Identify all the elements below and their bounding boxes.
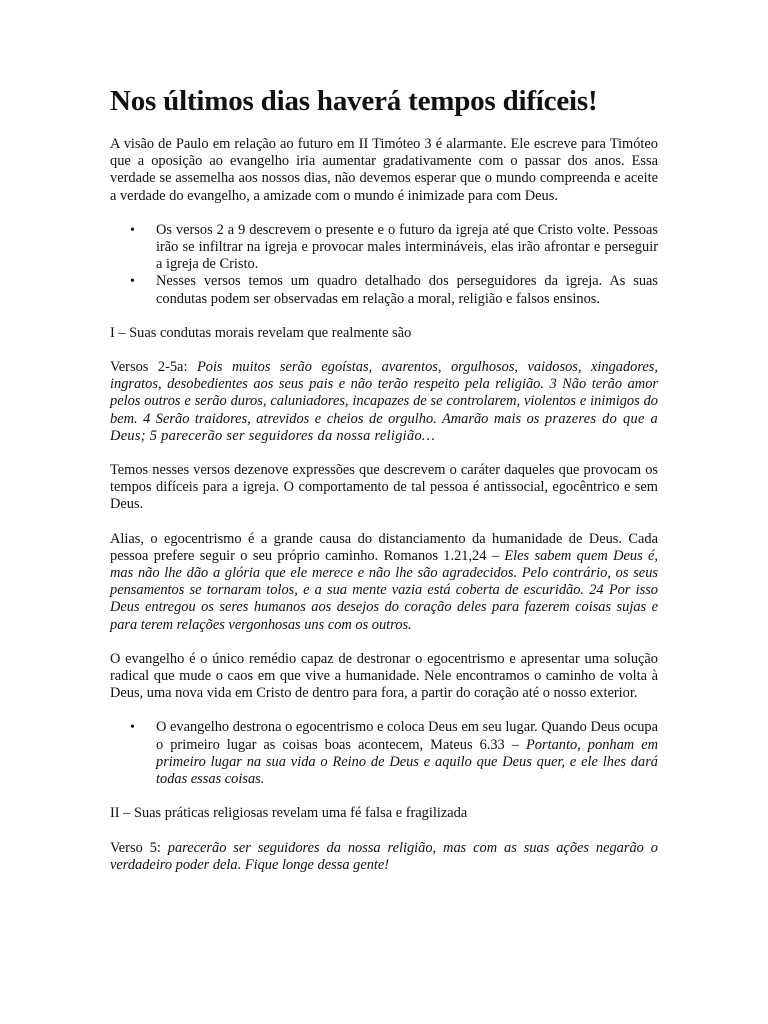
- list-item-text: O evangelho destrona o egocentrismo e coloca Deus em seu lugar. Quando Deus ocupa o primeiro lugar as coisas boas acontecem, Mateus 6.33 –: [156, 719, 658, 753]
- verse-text: parecerão ser seguidores da nossa religião, mas com as suas ações negarão o verdadeiro poder dela. Fique longe dessa gente!: [110, 839, 658, 873]
- section-heading-2: II – Suas práticas religiosas revelam uma fé falsa e fragilizada: [110, 805, 468, 822]
- paragraph-characters: Temos nesses versos dezenove expressões que descrevem o caráter daqueles que provocam os tempos difíceis para a igreja. O comportamento de tal pessoa é antissocial, egocêntrico e sem Deus.: [110, 462, 658, 513]
- list-item: [110, 222, 658, 274]
- list-item: [110, 719, 658, 788]
- paragraph-egocentrism: [110, 531, 658, 634]
- verse-label: Versos 2-5a:: [110, 359, 197, 376]
- scripture-quote: Eles sabem quem Deus é, mas não lhe dão a glória que ele merece e não lhe são agradecidos. Pelo contrário, os seus pensamentos se tornaram tolos, e a sua mente vazia está coberta de escuridão. 24 Por isso Deus entregou os seres humanos aos desejos do coração deles para fazerem coisas sujas e para terem relações vergonhosas uns com os outros.: [110, 547, 658, 633]
- bullet-list-1: [110, 222, 658, 308]
- list-item-text: Os versos 2 a 9 descrevem o presente e o futuro da igreja até que Cristo volte. Pessoas irão se infiltrar na igreja e provocar males intermináveis, elas irão afrontar e perseguir a igreja de Cristo.: [156, 221, 658, 273]
- list-item-text: Nesses versos temos um quadro detalhado dos perseguidores da igreja. As suas condutas podem ser observadas em relação a moral, religião e falsos ensinos.: [156, 273, 658, 307]
- verse-text-handwritten: prazeres do que a Deus; 5 parecerão ser seguidores da nossa religião…: [110, 410, 658, 444]
- verse-label: Verso 5:: [110, 839, 168, 856]
- document-title: Nos últimos dias haverá tempos difíceis!: [110, 85, 598, 117]
- verse-paragraph-1: [110, 359, 658, 445]
- intro-paragraph: A visão de Paulo em relação ao futuro em II Timóteo 3 é alarmante. Ele escreve para Timóteo que a oposição ao evangelho iria aumentar gradativamente com o passar dos anos. Essa verdade se assemelha aos nossos dias, não devemos esperar que o mundo compreenda e aceite a verdade do evangelho, a amizade com o mundo é inimizade para com Deus.: [110, 136, 658, 204]
- section-heading-1: I – Suas condutas morais revelam que realmente são: [110, 324, 412, 341]
- scripture-quote: Portanto, ponham em primeiro lugar na sua vida o Reino de Deus e aquilo que Deus quer, e ele lhes dará todas essas coisas.: [156, 736, 658, 788]
- paragraph-text: Alias, o egocentrismo é a grande causa do distanciamento da humanidade de Deus. Cada pessoa prefere seguir o seu próprio caminho. Romanos 1.21,24 –: [110, 530, 658, 564]
- document-content: [110, 84, 658, 891]
- bullet-icon: •: [130, 222, 135, 238]
- bullet-list-2: [110, 719, 658, 788]
- paragraph-gospel: O evangelho é o único remédio capaz de destronar o egocentrismo e apresentar uma solução radical que mude o caos em que vive a humanidade. Nele encontramos o caminho de volta à Deus, uma nova vida em Cristo de dentro para fora, a partir do coração até o nosso exterior.: [110, 650, 658, 702]
- verse-text: Pois muitos serão egoístas, avarentos, orgulhosos, vaidosos, xingadores, ingratos, desobedientes aos seus pais e não terão respeito pela religião. 3 Não terão amor pelos outros e serão duros, caluniadores, incapazes de se controlarem, violentos e inimigos do bem. 4 Serão traidores, atrevidos e cheios de orgulho. Amarão mais os: [110, 359, 658, 427]
- bullet-icon: •: [130, 720, 135, 736]
- list-item: [110, 273, 658, 307]
- verse-paragraph-2: [110, 840, 658, 874]
- bullet-icon: •: [130, 274, 135, 290]
